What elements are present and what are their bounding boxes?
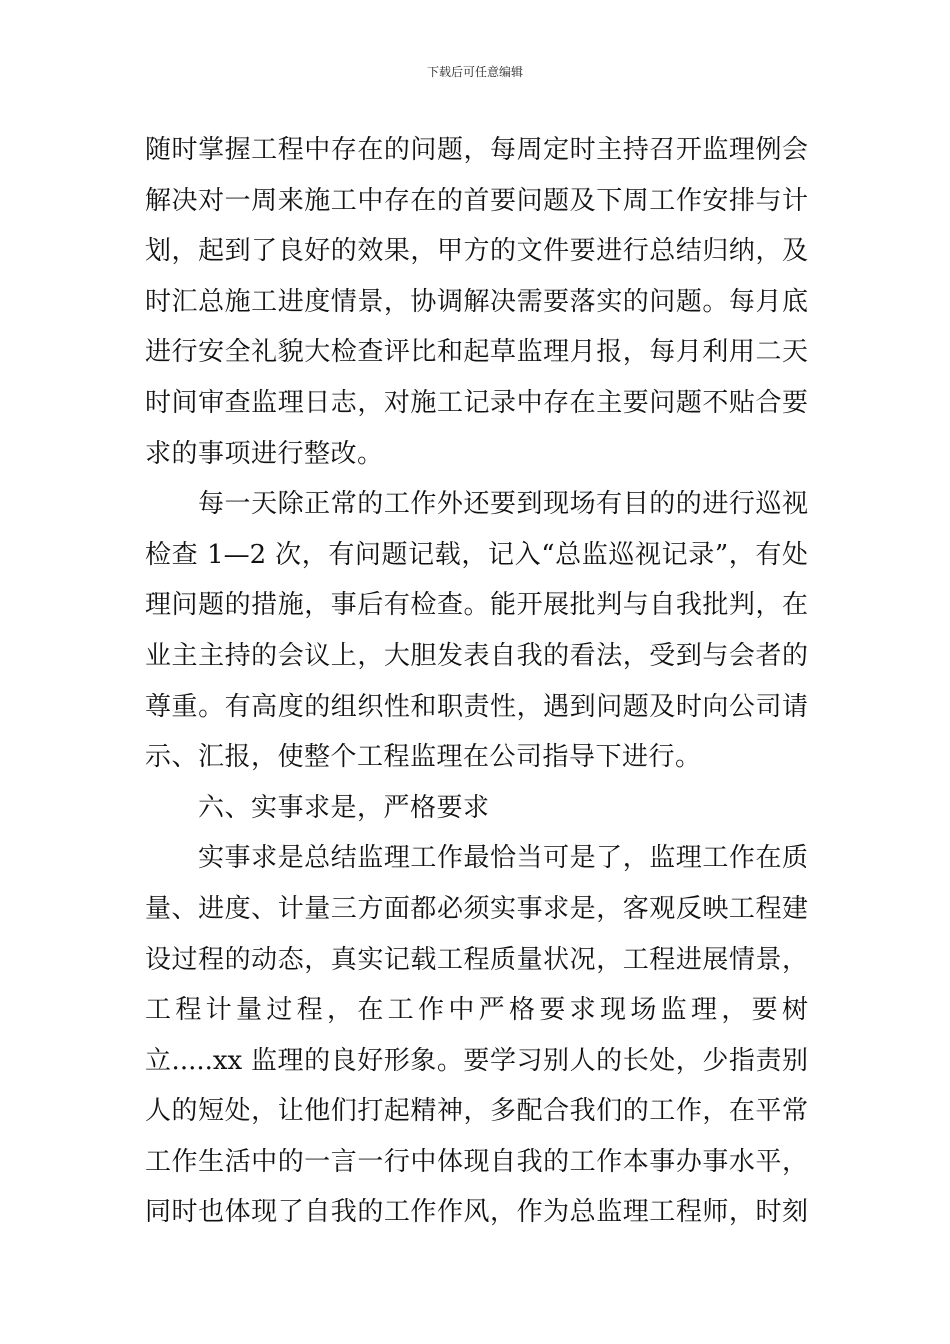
text-line: 示、汇报，使整个工程监理在公司指导下进行。 [145, 742, 702, 773]
text-line: 检查 1—2 次，有问题记载，记入“总监巡视记录”，有处 [145, 539, 808, 570]
text-line: 划，起到了良好的效果，甲方的文件要进行总结归纳，及 [145, 236, 808, 267]
text-line: 时间审查监理日志，对施工记录中存在主要问题不贴合要 [145, 387, 808, 418]
page-header: 下载后可任意编辑 [426, 65, 523, 79]
text-line: 时汇总施工进度情景，协调解决需要落实的问题。每月底 [145, 286, 808, 317]
text-line: 同时也体现了自我的工作作风，作为总监理工程师，时刻 [145, 1197, 808, 1228]
text-line: 立.....xx 监理的良好形象。要学习别人的长处，少指责别 [145, 1045, 808, 1076]
text-line: 工作生活中的一言一行中体现自我的工作本事办事水平， [145, 1146, 808, 1177]
text-line: 随时掌握工程中存在的问题，每周定时主持召开监理例会 [145, 135, 808, 165]
text-line: 设过程的动态，真实记载工程质量状况，工程进展情景， [145, 944, 808, 975]
text-line: 实事求是总结监理工作最恰当可是了，监理工作在质 [198, 843, 808, 874]
text-line: 每一天除正常的工作外还要到现场有目的的进行巡视 [198, 489, 808, 520]
text-line: 解决对一周来施工中存在的首要问题及下周工作安排与计 [145, 185, 808, 216]
text-line: 工程计量过程，在工作中严格要求现场监理，要树 [145, 995, 808, 1026]
text-line: 进行安全礼貌大检查评比和起草监理月报，每月利用二天 [145, 337, 808, 368]
text-line: 求的事项进行整改。 [145, 438, 384, 469]
text-line: 理问题的措施，事后有检查。能开展批判与自我批判，在 [145, 590, 808, 621]
text-line: 量、进度、计量三方面都必须实事求是，客观反映工程建 [145, 893, 808, 924]
text-line: 尊重。有高度的组织性和职责性，遇到问题及时向公司请 [145, 691, 808, 722]
body-text [145, 125, 808, 1238]
text-line: 业主主持的会议上，大胆发表自我的看法，受到与会者的 [145, 640, 808, 671]
section-heading: 六、实事求是，严格要求 [198, 792, 490, 823]
text-line: 人的短处，让他们打起精神，多配合我们的工作，在平常 [145, 1096, 808, 1127]
